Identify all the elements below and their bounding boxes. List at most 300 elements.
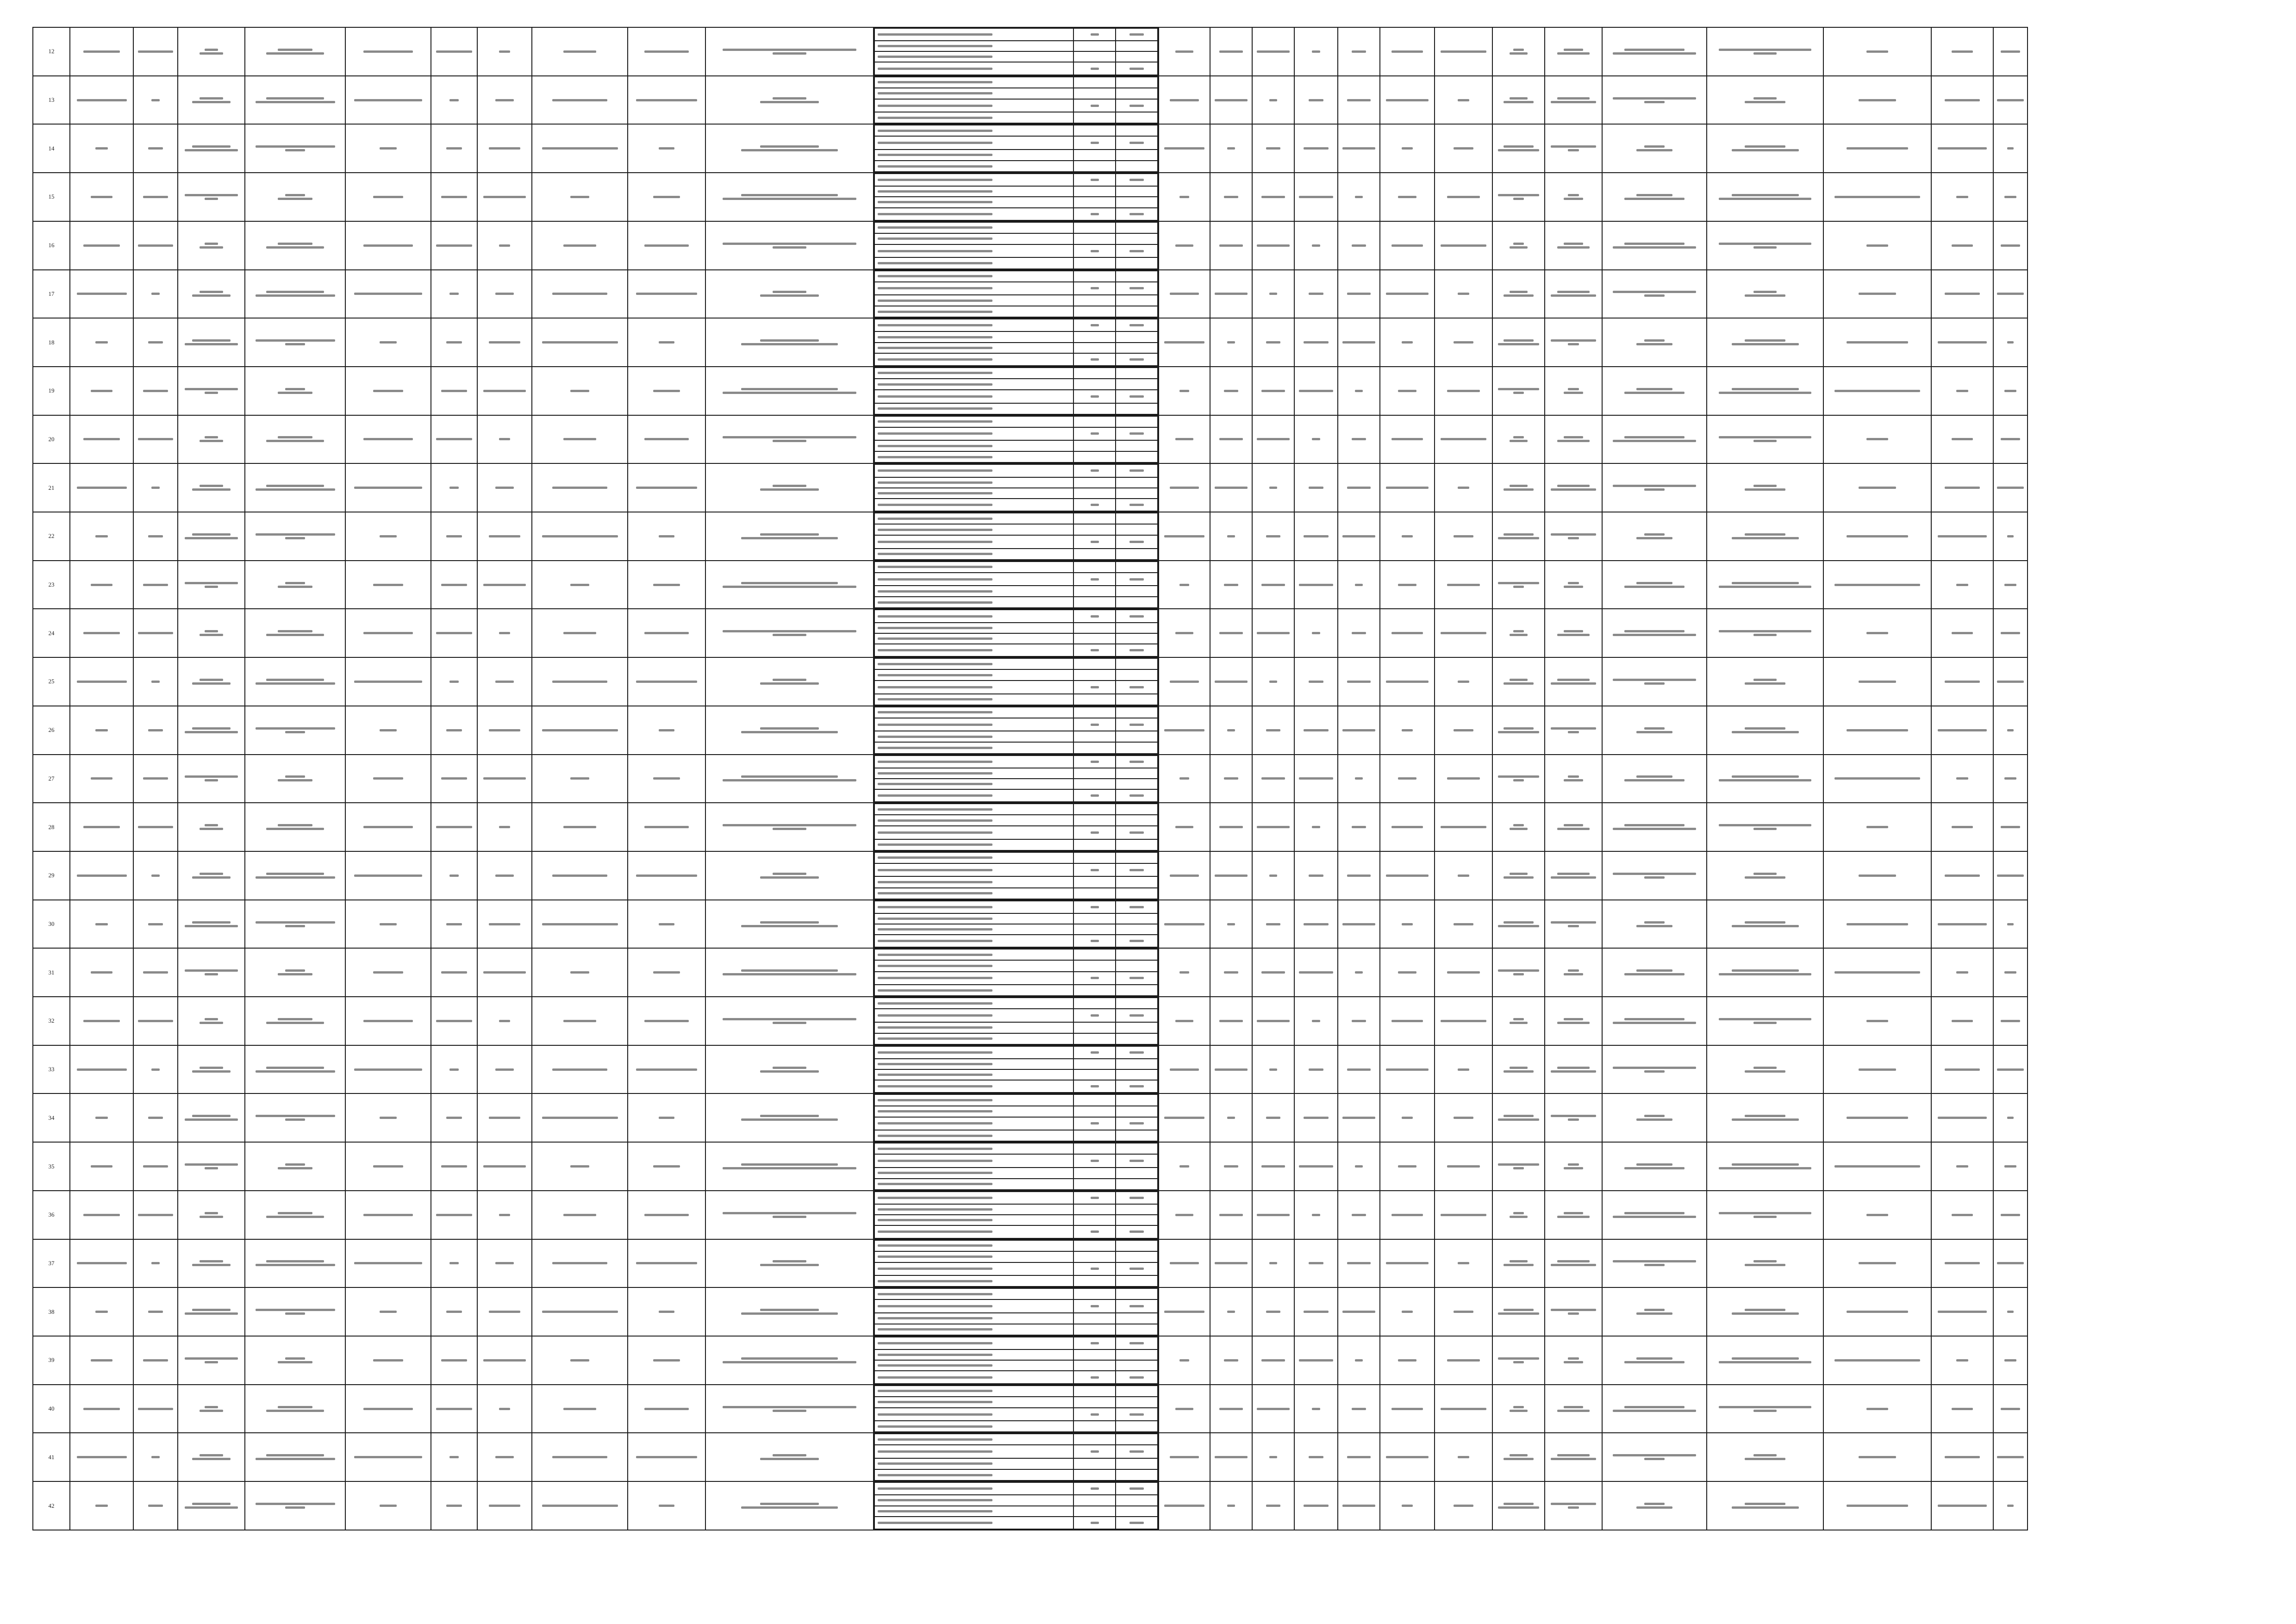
- material-line: [874, 707, 1158, 718]
- table-cell: [705, 1287, 873, 1336]
- table-cell: [70, 706, 133, 755]
- table-cell: [1435, 1142, 1492, 1191]
- material-line: [874, 1469, 1158, 1480]
- table-cell: [1294, 1142, 1338, 1191]
- material-line: [874, 998, 1158, 1009]
- table-cell: [1252, 755, 1294, 803]
- table-cell: [1338, 415, 1380, 464]
- table-cell: [477, 657, 532, 706]
- table-cell: [1545, 1336, 1602, 1385]
- table-cell: [1602, 270, 1707, 319]
- table-cell: [1492, 1481, 1545, 1530]
- table-cell: [532, 173, 628, 221]
- table-cell: [1252, 851, 1294, 900]
- material-line: [874, 573, 1158, 586]
- table-cell: [1545, 755, 1602, 803]
- table-cell: [1993, 270, 2028, 319]
- table-cell: [1210, 512, 1252, 561]
- table-cell: [477, 512, 532, 561]
- table-cell: [70, 1093, 133, 1142]
- table-cell: [70, 948, 133, 997]
- table-cell: [1707, 1093, 1823, 1142]
- table-cell: [245, 706, 345, 755]
- table-cell: [1159, 561, 1210, 609]
- table-cell: [477, 124, 532, 173]
- table-cell: [1294, 706, 1338, 755]
- table-cell: [1931, 657, 1993, 706]
- table-cell: [1492, 803, 1545, 851]
- table-cell: [1159, 1142, 1210, 1191]
- material-line: [874, 924, 1158, 935]
- table-cell: [245, 173, 345, 221]
- table-cell: [1159, 609, 1210, 657]
- table-cell: [345, 948, 431, 997]
- table-cell: [431, 997, 477, 1045]
- row-number: 26: [33, 706, 70, 755]
- table-cell: [1931, 367, 1993, 415]
- table-cell: [1338, 851, 1380, 900]
- row-number: 28: [33, 803, 70, 851]
- table-row: [33, 948, 2121, 997]
- table-cell: [1252, 561, 1294, 609]
- table-cell: [1545, 27, 1602, 76]
- material-line: [874, 718, 1158, 731]
- table-cell: [477, 609, 532, 657]
- table-cell: [628, 463, 705, 512]
- table-cell: [1545, 657, 1602, 706]
- table-cell: [628, 27, 705, 76]
- material-line: [874, 913, 1158, 924]
- material-line: [874, 1313, 1158, 1324]
- table-cell: [1931, 76, 1993, 125]
- table-cell: [477, 76, 532, 125]
- table-cell: [133, 900, 178, 949]
- table-cell: [178, 173, 245, 221]
- table-cell: [133, 27, 178, 76]
- table-cell: [1159, 221, 1210, 270]
- table-cell: [1159, 1045, 1210, 1094]
- table-cell: [628, 706, 705, 755]
- table-cell: [1210, 803, 1252, 851]
- table-cell: [345, 1433, 431, 1481]
- table-row: [33, 803, 2121, 851]
- table-cell: [1380, 512, 1435, 561]
- table-cell: [1602, 755, 1707, 803]
- table-cell: [705, 173, 873, 221]
- material-line: [874, 1360, 1158, 1371]
- table-cell: [1435, 415, 1492, 464]
- table-cell: [70, 270, 133, 319]
- material-line: [874, 1059, 1158, 1069]
- table-cell: [532, 270, 628, 319]
- material-line: [874, 1397, 1158, 1408]
- table-cell: [1707, 1045, 1823, 1094]
- table-cell: [1931, 1093, 1993, 1142]
- table-cell: [1294, 1385, 1338, 1433]
- table-cell: [1823, 803, 1931, 851]
- table-cell: [245, 657, 345, 706]
- table-cell: [1380, 997, 1435, 1045]
- table-cell: [1159, 755, 1210, 803]
- table-cell: [532, 997, 628, 1045]
- material-line: [874, 353, 1158, 366]
- table-cell: [1545, 1385, 1602, 1433]
- table-cell: [133, 270, 178, 319]
- table-cell: [1993, 76, 2028, 125]
- material-line: [874, 440, 1158, 451]
- table-cell: [1823, 270, 1931, 319]
- table-cell: [628, 851, 705, 900]
- table-cell: [532, 415, 628, 464]
- material-line: [874, 1143, 1158, 1154]
- material-line: [874, 1130, 1158, 1141]
- table-cell: [1931, 997, 1993, 1045]
- table-cell: [1159, 706, 1210, 755]
- table-cell: [133, 803, 178, 851]
- material-subtable: [874, 222, 1158, 269]
- material-block: [873, 851, 1159, 900]
- table-cell: [1931, 1287, 1993, 1336]
- table-cell: [1294, 948, 1338, 997]
- table-cell: [133, 706, 178, 755]
- table-cell: [1380, 1191, 1435, 1239]
- table-cell: [1823, 1433, 1931, 1481]
- table-cell: [1252, 1093, 1294, 1142]
- table-cell: [1338, 657, 1380, 706]
- material-line: [874, 150, 1158, 161]
- table-cell: [1159, 124, 1210, 173]
- material-line: [874, 960, 1158, 971]
- material-line: [874, 1408, 1158, 1421]
- table-cell: [1931, 851, 1993, 900]
- table-cell: [1210, 997, 1252, 1045]
- table-cell: [1380, 851, 1435, 900]
- table-cell: [70, 657, 133, 706]
- table-row: [33, 755, 2121, 803]
- table-cell: [1993, 1045, 2028, 1094]
- material-line: [874, 319, 1158, 331]
- table-cell: [705, 900, 873, 949]
- table-cell: [1210, 221, 1252, 270]
- table-cell: [1294, 221, 1338, 270]
- material-line: [874, 756, 1158, 768]
- table-cell: [532, 1433, 628, 1481]
- table-row: [33, 997, 2121, 1045]
- table-cell: [1435, 948, 1492, 997]
- table-cell: [1380, 173, 1435, 221]
- table-cell: [477, 561, 532, 609]
- table-cell: [1435, 1287, 1492, 1336]
- table-cell: [133, 173, 178, 221]
- table-row: [33, 1336, 2121, 1385]
- table-cell: [245, 609, 345, 657]
- material-line: [874, 1069, 1158, 1080]
- table-cell: [1602, 1239, 1707, 1288]
- material-line: [874, 972, 1158, 985]
- table-cell: [1294, 851, 1338, 900]
- table-cell: [1823, 609, 1931, 657]
- table-cell: [1294, 415, 1338, 464]
- table-cell: [1338, 318, 1380, 367]
- table-cell: [705, 318, 873, 367]
- table-cell: [1159, 76, 1210, 125]
- table-cell: [70, 27, 133, 76]
- table-cell: [1707, 997, 1823, 1045]
- table-cell: [628, 561, 705, 609]
- material-line: [874, 112, 1158, 123]
- table-cell: [1545, 512, 1602, 561]
- table-cell: [532, 1093, 628, 1142]
- table-cell: [1707, 657, 1823, 706]
- table-cell: [245, 1142, 345, 1191]
- table-row: [33, 463, 2121, 512]
- table-cell: [1159, 463, 1210, 512]
- table-cell: [1931, 221, 1993, 270]
- table-cell: [628, 76, 705, 125]
- table-cell: [1707, 270, 1823, 319]
- table-cell: [133, 1433, 178, 1481]
- table-cell: [1823, 512, 1931, 561]
- table-cell: [245, 851, 345, 900]
- table-cell: [1931, 561, 1993, 609]
- table-cell: [133, 755, 178, 803]
- table-cell: [70, 1481, 133, 1530]
- table-cell: [70, 1239, 133, 1288]
- table-cell: [1338, 1142, 1380, 1191]
- table-cell: [1294, 997, 1338, 1045]
- table-cell: [431, 1433, 477, 1481]
- table-cell: [705, 851, 873, 900]
- table-cell: [1993, 948, 2028, 997]
- table-cell: [1338, 221, 1380, 270]
- table-cell: [1159, 1239, 1210, 1288]
- table-cell: [477, 173, 532, 221]
- table-cell: [1707, 318, 1823, 367]
- table-cell: [1707, 367, 1823, 415]
- table-cell: [178, 803, 245, 851]
- table-cell: [1210, 1433, 1252, 1481]
- table-cell: [1545, 367, 1602, 415]
- table-cell: [1931, 1481, 1993, 1530]
- table-cell: [245, 1093, 345, 1142]
- table-cell: [1545, 318, 1602, 367]
- table-cell: [1707, 1239, 1823, 1288]
- table-cell: [1252, 609, 1294, 657]
- material-subtable: [874, 755, 1158, 803]
- table-cell: [178, 1336, 245, 1385]
- table-cell: [1252, 1336, 1294, 1385]
- table-cell: [532, 1481, 628, 1530]
- table-cell: [1380, 27, 1435, 76]
- table-cell: [1492, 900, 1545, 949]
- row-number: 23: [33, 561, 70, 609]
- table-cell: [1602, 561, 1707, 609]
- table-cell: [1435, 1385, 1492, 1433]
- table-cell: [1545, 270, 1602, 319]
- table-cell: [178, 1287, 245, 1336]
- table-cell: [431, 1045, 477, 1094]
- table-cell: [1492, 1433, 1545, 1481]
- table-cell: [1159, 1481, 1210, 1530]
- material-line: [874, 41, 1158, 51]
- row-number: 14: [33, 124, 70, 173]
- table-cell: [1707, 1433, 1823, 1481]
- table-cell: [1545, 561, 1602, 609]
- table-cell: [477, 803, 532, 851]
- table-cell: [245, 124, 345, 173]
- table-cell: [133, 367, 178, 415]
- material-block: [873, 561, 1159, 609]
- table-cell: [1707, 561, 1823, 609]
- material-block: [873, 221, 1159, 270]
- material-subtable: [874, 270, 1158, 318]
- table-cell: [1823, 124, 1931, 173]
- table-cell: [1931, 948, 1993, 997]
- table-cell: [1602, 27, 1707, 76]
- table-cell: [705, 1093, 873, 1142]
- site-registry-table: [32, 27, 2121, 1530]
- table-cell: [1338, 1239, 1380, 1288]
- table-cell: [532, 27, 628, 76]
- table-cell: [1435, 27, 1492, 76]
- table-cell: [345, 124, 431, 173]
- material-line: [874, 499, 1158, 511]
- table-cell: [178, 851, 245, 900]
- material-line: [874, 985, 1158, 996]
- table-cell: [1294, 512, 1338, 561]
- table-cell: [628, 755, 705, 803]
- table-cell: [1210, 948, 1252, 997]
- table-cell: [1210, 609, 1252, 657]
- material-line: [874, 610, 1158, 622]
- table-cell: [70, 1287, 133, 1336]
- table-cell: [532, 851, 628, 900]
- table-cell: [345, 803, 431, 851]
- table-cell: [345, 1142, 431, 1191]
- material-line: [874, 644, 1158, 656]
- material-line: [874, 1324, 1158, 1335]
- table-cell: [431, 900, 477, 949]
- table-cell: [1823, 318, 1931, 367]
- row-number: 32: [33, 997, 70, 1045]
- table-cell: [345, 755, 431, 803]
- table-cell: [1931, 1385, 1993, 1433]
- table-cell: [70, 1433, 133, 1481]
- table-cell: [133, 561, 178, 609]
- table-cell: [178, 1045, 245, 1094]
- table-cell: [1823, 1191, 1931, 1239]
- table-cell: [1492, 415, 1545, 464]
- table-cell: [1210, 1481, 1252, 1530]
- table-cell: [178, 463, 245, 512]
- material-line: [874, 1262, 1158, 1275]
- table-cell: [1492, 1142, 1545, 1191]
- table-cell: [1492, 851, 1545, 900]
- table-cell: [133, 1385, 178, 1433]
- table-cell: [1993, 173, 2028, 221]
- table-cell: [1707, 851, 1823, 900]
- table-cell: [1338, 900, 1380, 949]
- table-cell: [70, 1142, 133, 1191]
- table-cell: [1602, 76, 1707, 125]
- row-number: 25: [33, 657, 70, 706]
- material-subtable: [874, 416, 1158, 463]
- material-block: [873, 1481, 1159, 1530]
- table-cell: [1993, 512, 2028, 561]
- material-line: [874, 427, 1158, 440]
- table-cell: [1159, 1385, 1210, 1433]
- row-number: 33: [33, 1045, 70, 1094]
- table-cell: [431, 1142, 477, 1191]
- material-line: [874, 1179, 1158, 1190]
- table-cell: [1492, 948, 1545, 997]
- table-cell: [1602, 803, 1707, 851]
- table-cell: [705, 415, 873, 464]
- table-cell: [532, 561, 628, 609]
- table-row: [33, 609, 2121, 657]
- table-cell: [245, 1287, 345, 1336]
- material-line: [874, 295, 1158, 306]
- table-cell: [245, 1045, 345, 1094]
- table-cell: [1338, 997, 1380, 1045]
- table-cell: [178, 415, 245, 464]
- material-block: [873, 1093, 1159, 1142]
- table-cell: [1159, 1336, 1210, 1385]
- material-block: [873, 415, 1159, 464]
- table-cell: [431, 512, 477, 561]
- table-cell: [1545, 1433, 1602, 1481]
- table-cell: [1435, 1481, 1492, 1530]
- material-block: [873, 657, 1159, 706]
- table-cell: [1380, 1287, 1435, 1336]
- material-line: [874, 826, 1158, 839]
- table-cell: [705, 561, 873, 609]
- table-cell: [532, 1191, 628, 1239]
- table-cell: [431, 1385, 477, 1433]
- table-cell: [1707, 124, 1823, 173]
- table-cell: [628, 1239, 705, 1288]
- table-cell: [532, 1142, 628, 1191]
- table-cell: [1602, 948, 1707, 997]
- table-cell: [628, 1481, 705, 1530]
- table-cell: [477, 1385, 532, 1433]
- table-cell: [178, 1142, 245, 1191]
- table-cell: [628, 900, 705, 949]
- table-cell: [1823, 1142, 1931, 1191]
- table-cell: [705, 1239, 873, 1288]
- table-cell: [1931, 1433, 1993, 1481]
- table-row: [33, 27, 2121, 76]
- table-cell: [1210, 1385, 1252, 1433]
- material-line: [874, 658, 1158, 669]
- material-line: [874, 1192, 1158, 1204]
- material-block: [873, 1433, 1159, 1481]
- table-cell: [705, 512, 873, 561]
- material-line: [874, 1386, 1158, 1397]
- table-cell: [133, 415, 178, 464]
- material-block: [873, 270, 1159, 319]
- material-line: [874, 161, 1158, 172]
- table-cell: [431, 851, 477, 900]
- material-line: [874, 586, 1158, 597]
- table-cell: [178, 1433, 245, 1481]
- table-cell: [1931, 1142, 1993, 1191]
- table-cell: [1435, 706, 1492, 755]
- table-cell: [1338, 124, 1380, 173]
- table-cell: [1993, 803, 2028, 851]
- table-cell: [705, 997, 873, 1045]
- material-line: [874, 681, 1158, 693]
